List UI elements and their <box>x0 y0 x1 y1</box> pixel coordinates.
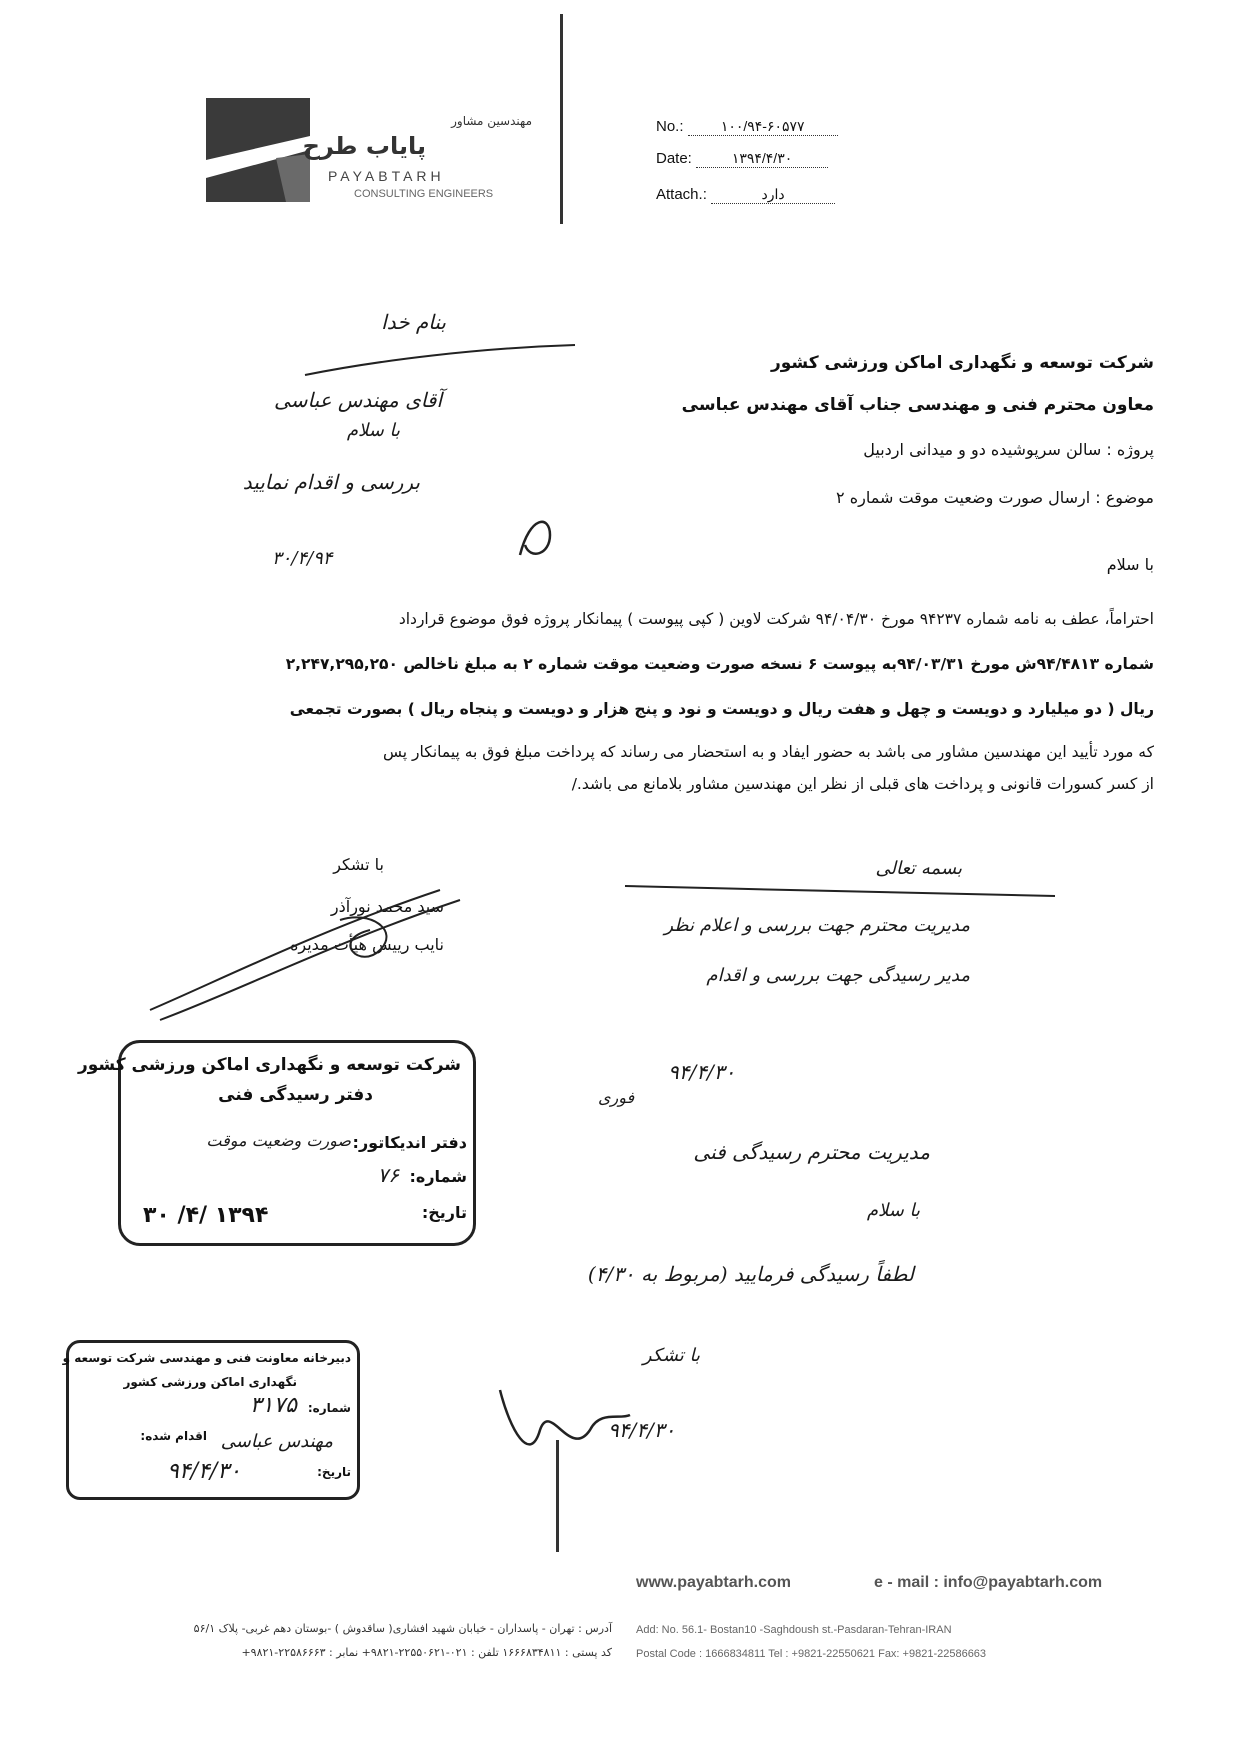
letter-date-value: ۱۳۹۴/۴/۳۰ <box>696 150 828 168</box>
secretariat-stamp <box>62 1340 360 1500</box>
footer-email[interactable]: e - mail : info@payabtarh.com <box>874 1574 1103 1591</box>
handwritten-right-title: بسمه تعالی <box>875 858 962 879</box>
letter-attach-row <box>656 186 835 204</box>
handwritten-right-urgent: فوری <box>598 1088 635 1107</box>
secretariat-stamp-action-value: مهندس عباسی <box>220 1431 333 1452</box>
footer-website[interactable]: www.payabtarh.com <box>636 1574 791 1591</box>
handwritten-right-date1: ۹۴/۴/۳۰ <box>668 1060 736 1084</box>
letter-number-label: No.: <box>656 118 684 135</box>
received-stamp-line2: دفتر رسیدگی فنی <box>218 1085 373 1105</box>
firm-name-en-sub: CONSULTING ENGINEERS <box>354 188 494 200</box>
handwritten-right-line5: لطفاً رسیدگی فرمایید (مربوط به ۴/۳۰) <box>587 1262 914 1286</box>
handwritten-right-line6: با تشکر <box>642 1345 700 1366</box>
letter-attach-value: دارد <box>711 186 835 204</box>
secretariat-stamp-action-label: اقدام شده: <box>140 1429 207 1443</box>
footer-contact-fa: کد پستی : ۱۶۶۶۸۳۴۸۱۱ تلفن : ۰۲۱-۲۲۵۵۰۶۲۱-۹۸۲۱+ نمابر : ۲۲۵۸۶۶۶۳-۹۸۲۱+ <box>241 1646 612 1659</box>
logo-mark-icon <box>206 98 310 202</box>
handwritten-referral-initial <box>510 505 570 565</box>
secretariat-stamp-line2: نگهداری اماکن ورزشی کشور <box>123 1375 297 1389</box>
letter-number-value: ۱۰۰/۹۴-۶۰۵۷۷ <box>688 118 838 136</box>
received-stamp-indicator-value: صورت وضعیت موقت <box>206 1131 351 1150</box>
body-line-3: ریال ( دو میلیارد و دویست و چهل و هفت ریال و دویست و نود و پنج هزار و دویست و پنجاه ریال ) بصورت تجمعی <box>289 700 1154 718</box>
received-stamp-indicator-label: دفتر اندیکاتور: <box>352 1133 467 1152</box>
signature-scribble <box>140 870 470 1030</box>
handwritten-right-signature <box>490 1370 640 1470</box>
handwritten-referral-title: بنام خدا <box>381 310 446 334</box>
received-stamp <box>77 1040 476 1246</box>
signature-title: نایب رییس هیأت مدیره <box>290 935 444 954</box>
received-stamp-number-value: ۷۶ <box>377 1163 399 1187</box>
secretariat-stamp-number-value: ۳۱۷۵ <box>249 1393 297 1418</box>
handwritten-right-underline <box>620 880 1060 900</box>
recipient-addressee: معاون محترم فنی و مهندسی جناب آقای مهندس عباسی <box>681 395 1154 415</box>
handwritten-right-line3: مدیریت محترم رسیدگی فنی <box>693 1140 930 1164</box>
handwritten-referral-greeting: با سلام <box>346 420 400 441</box>
received-stamp-date-label: تاریخ: <box>421 1203 467 1222</box>
handwritten-underline <box>300 340 580 380</box>
project-line: پروژه : سالن سرپوشیده دو و میدانی اردبیل <box>863 440 1154 459</box>
footer-contact-en: Postal Code : 1666834811 Tel : +9821-22550621 Fax: +9821-22586663 <box>636 1648 987 1660</box>
received-stamp-number-label: شماره: <box>409 1167 467 1186</box>
letter-attach-label: Attach.: <box>656 186 707 203</box>
body-line-4: که مورد تأیید این مهندسین مشاور می باشد به حضور ایفاد و به استحضار می رساند که پرداخت مبلغ فوق به پیمانکار پس <box>383 743 1154 761</box>
letterhead-logo <box>206 98 536 208</box>
received-stamp-line1: شرکت توسعه و نگهداری اماکن ورزشی کشور <box>77 1055 461 1075</box>
handwritten-right-line4: با سلام <box>866 1200 920 1221</box>
body-line-1: احتراماً، عطف به نامه شماره ۹۴۲۳۷ مورخ ۹۴/۰۴/۳۰ شرکت لاوین ( کپی پیوست ) پیمانکار پروژه فوق موضوع قرارداد <box>398 610 1154 628</box>
recipient-company: شرکت توسعه و نگهداری اماکن ورزشی کشور <box>770 353 1154 373</box>
received-stamp-date-value: ۱۳۹۴ /۴/ ۳۰ <box>143 1203 269 1228</box>
letter-date-row <box>656 150 828 168</box>
handwritten-referral-date: ۳۰/۴/۹۴ <box>272 548 333 569</box>
header-divider-line <box>560 14 563 224</box>
firm-name-fa: پایاب طرح <box>302 132 426 160</box>
letter-number-row <box>656 118 838 136</box>
firm-name-fa-small: مهندسین مشاور <box>451 114 532 128</box>
footer-address-fa: آدرس : تهران - پاسداران - خیابان شهید افشاری( ساقدوش ) -بوستان دهم غربی- پلاک ۵۶/۱ <box>193 1622 612 1635</box>
secretariat-stamp-number-label: شماره: <box>307 1401 351 1415</box>
secretariat-stamp-date-label: تاریخ: <box>317 1465 351 1479</box>
subject-line: موضوع : ارسال صورت وضعیت موقت شماره ۲ <box>836 488 1154 507</box>
handwritten-referral-instruction: بررسی و اقدام نمایید <box>242 470 420 494</box>
firm-name-en: PAYABTARH <box>328 168 445 184</box>
handwritten-right-date2: ۹۴/۴/۳۰ <box>608 1418 676 1442</box>
signature-name: سید محمد نورآذر <box>330 897 444 916</box>
secretariat-stamp-date-value: ۹۴/۴/۳۰ <box>167 1459 241 1484</box>
secretariat-stamp-line1: دبیرخانه معاونت فنی و مهندسی شرکت توسعه و <box>62 1351 351 1365</box>
handwritten-right-line1: مدیریت محترم جهت بررسی و اعلام نظر <box>664 915 970 936</box>
signature-closing: با تشکر <box>333 855 384 874</box>
greeting: با سلام <box>1106 555 1154 574</box>
body-line-2: شماره ۹۴/۴۸۱۳ش مورخ ۹۴/۰۳/۳۱به پیوست ۶ نسخه صورت وضعیت موقت شماره ۲ به مبلغ ناخالص ۲,۲۴۷,۲۹۵,۲۵۰ <box>285 655 1154 673</box>
letter-date-label: Date: <box>656 150 692 167</box>
handwritten-right-line2: مدیر رسیدگی جهت بررسی و اقدام <box>706 965 970 986</box>
footer-address-en: Add: No. 56.1- Bostan10 -Saghdoush st.-Pasdaran-Tehran-IRAN <box>636 1624 952 1636</box>
handwritten-referral-addressee: آقای مهندس عباسی <box>274 388 442 412</box>
body-line-5: از کسر کسورات قانونی و پرداخت های قبلی از نظر این مهندسین مشاور بلامانع می باشد./ <box>571 775 1154 793</box>
